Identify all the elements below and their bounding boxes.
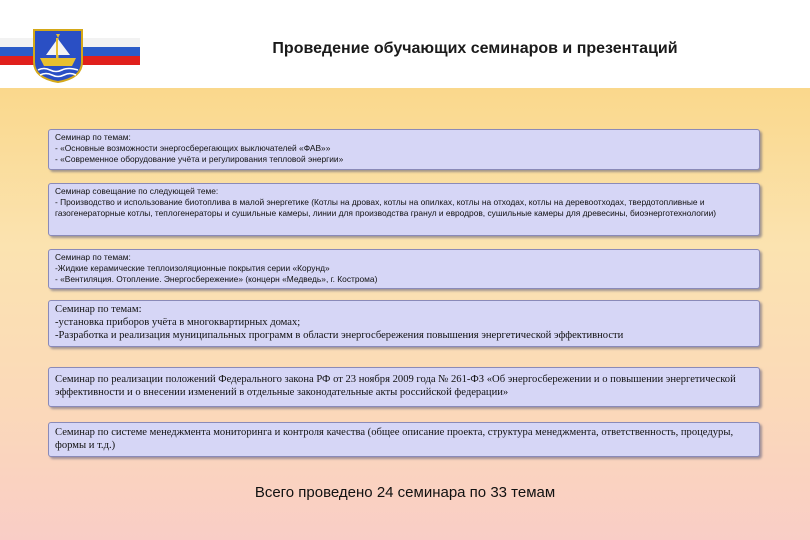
seminar-text-line: Семинар по реализации положений Федерального закона РФ от 23 ноября 2009 года № 261-ФЗ «Об энергосбережении и о повышении энергетической эффективности и о внесении изменений в отдельные законодательные акты российской федерации» xyxy=(55,374,736,398)
seminar-text-line: Семинар по темам: xyxy=(55,252,131,262)
seminar-text-line: - «Основные возможности энергосберегающих выключателей «ФАВ»» xyxy=(55,143,331,154)
seminar-text-line: - «Вентиляция. Отопление. Энергосбережение» (концерн «Медведь», г. Кострома) xyxy=(55,274,378,285)
seminar-box-1 xyxy=(48,129,760,170)
seminar-text-line: - Производство и использование биотоплива в малой энергетике (Котлы на дровах, котлы на опилках, котлы на отходах, котлы на деревоотходах, твердотопливные и газогенераторные котлы, теплогенераторы и сушильные камеры, линии для производства гранул и евродров, сушильные камеры для древесины, биоэнерготехнологии) xyxy=(55,197,717,219)
seminar-text-line: - «Современное оборудование учёта и регулирования тепловой энергии» xyxy=(55,154,344,165)
seminar-box-6 xyxy=(48,422,760,457)
kostroma-coat-of-arms-icon xyxy=(32,28,84,84)
seminar-text-line: Семинар совещание по следующей теме: xyxy=(55,186,219,196)
seminar-text-line: -Жидкие керамические теплоизоляционные покрытия серии «Корунд» xyxy=(55,263,330,274)
summary-text: Всего проведено 24 семинара по 33 темам xyxy=(254,484,556,501)
seminar-text-line: Семинар по темам: xyxy=(55,132,131,142)
seminar-text-line: Семинар по темам: xyxy=(55,304,142,315)
seminar-box-5 xyxy=(48,367,760,407)
page-title: Проведение обучающих семинаров и презентаций xyxy=(272,40,678,57)
seminar-text-line: -Разработка и реализация муниципальных программ в области энергосбережения повышения энергетической эффективности xyxy=(55,330,624,341)
seminar-box-2 xyxy=(48,183,760,236)
seminar-text-line: -установка приборов учёта в многоквартирных домах; xyxy=(55,317,301,328)
seminar-box-4 xyxy=(48,300,760,347)
seminar-text-line: Семинар по системе менеджмента мониторинга и контроля качества (общее описание проекта, структура менеджмента, ответственность, процедуры, формы и т.д.) xyxy=(55,427,734,451)
seminar-box-3 xyxy=(48,249,760,289)
